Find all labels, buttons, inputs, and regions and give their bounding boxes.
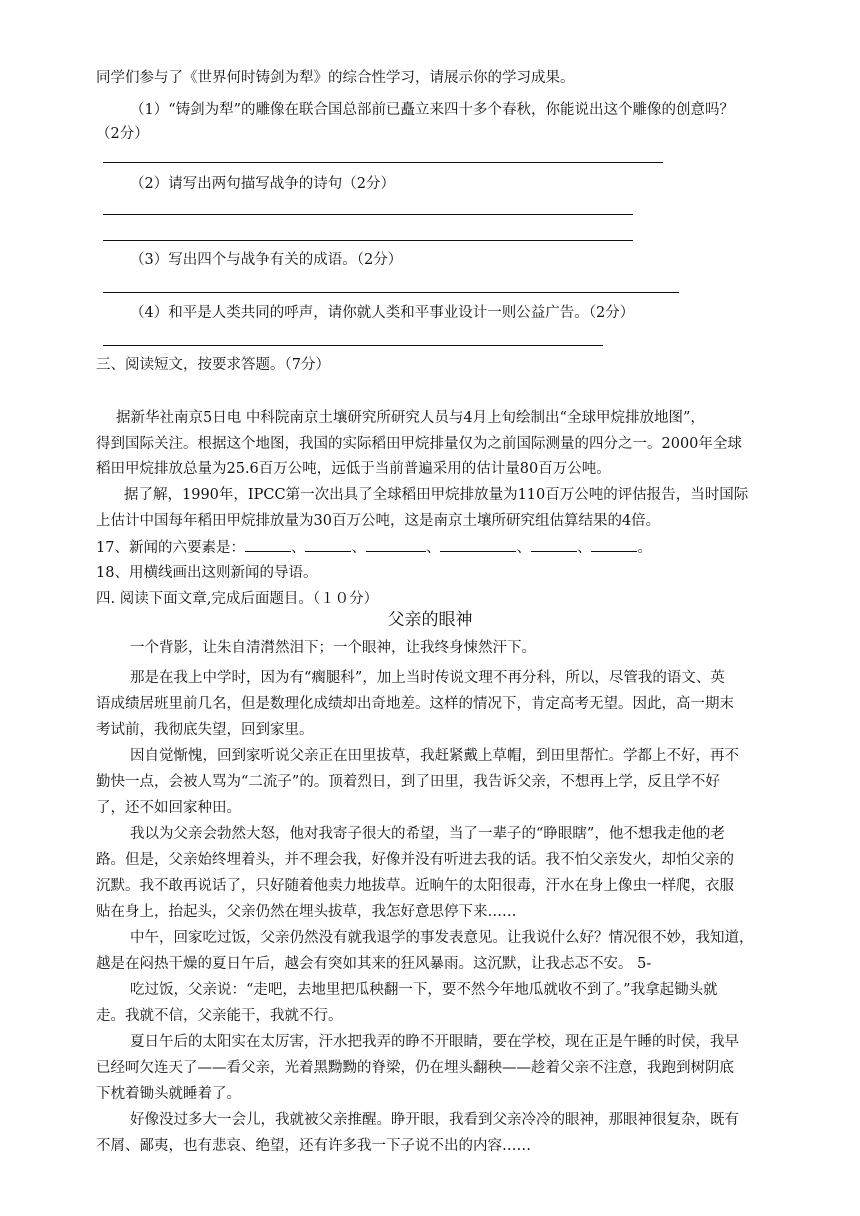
- article-line: 因自觉惭愧，回到家听说父亲正在田里拔草，我赶紧戴上草帽，到田里帮忙。学都上不好，再不: [130, 748, 739, 764]
- separator: 、: [516, 540, 531, 556]
- part3-heading: 三、阅读短文，按要求答题。（7分）: [96, 357, 330, 373]
- article-line: 下枕着锄头就睡着了。: [96, 1086, 241, 1102]
- answer-blank-17-6[interactable]: [591, 537, 637, 552]
- article-line: 勤快一点，会被人骂为“二流子”的。顶着烈日，到了田里，我告诉父亲，不想再上学，反且学不好: [96, 774, 720, 790]
- article-line: 已经呵欠连天了——看父亲，光着黑黝黝的脊梁，仍在埋头翻秧——趁着父亲不注意，我跑到树阴底: [96, 1060, 734, 1076]
- news-paragraph-1-line-1: 据新华社南京5日电 中科院南京土壤研究所研究人员与4月上旬绘制出“全球甲烷排放地图”，: [116, 410, 705, 426]
- article-line: 语成绩居班里前几名，但是数理化成绩却出奇地差。这样的情况下，肯定高考无望。因此，高一期末: [96, 696, 734, 712]
- question-17: [96, 537, 652, 558]
- question-17-end: 。: [637, 540, 652, 556]
- article-line: 吃过饭，父亲说：“走吧，去地里把瓜秧翻一下，要不然今年地瓜就收不到了。”我拿起锄头就: [130, 982, 718, 998]
- answer-line-q1[interactable]: [103, 162, 663, 163]
- article-line: 我以为父亲会勃然大怒，他对我寄子很大的希望，当了一辈子的“睁眼瞎”，他不想我走他的老: [130, 826, 725, 842]
- separator: 、: [425, 540, 441, 556]
- article-line: 一个背影，让朱自清潸然泪下；一个眼神，让我终身悚然汗下。: [130, 640, 536, 656]
- article-line: 了，还不如回家种田。: [96, 800, 241, 816]
- question-4-text: （4）和平是人类共同的呼声，请你就人类和平事业设计一则公益广告。（2分）: [130, 305, 635, 321]
- news-paragraph-2-line-1: 据了解，1990年，IPCC第一次出具了全球稻田甲烷排放量为110百万公吨的评估报告，当时国际: [124, 487, 749, 503]
- article-line: 中午，回家吃过饭，父亲仍然没有就我退学的事发表意见。让我说什么好？情况很不妙，我知道，: [130, 930, 754, 946]
- separator: 、: [576, 540, 592, 556]
- question-18: 18、用横线画出这则新闻的导语。: [96, 565, 318, 581]
- answer-blank-17-2[interactable]: [305, 537, 351, 552]
- separator: 、: [351, 540, 366, 556]
- article-line: 好像没过多大一会儿，我就被父亲推醒。睁开眼，我看到父亲冷冷的眼神，那眼神很复杂，既有: [130, 1112, 739, 1128]
- article-line: 路。但是，父亲始终埋着头，并不理会我，好像并没有听进去我的话。我不怕父亲发火，却怕父亲的: [96, 852, 734, 868]
- article-title: 父亲的眼神: [387, 610, 473, 630]
- article-line: 沉默。我不敢再说话了，只好随着他卖力地拔草。近晌午的太阳很毒，汗水在身上像虫一样爬，衣服: [96, 878, 734, 894]
- question-2-text: （2）请写出两句描写战争的诗句（2分）: [130, 176, 395, 192]
- article-line: 夏日午后的太阳实在太厉害，汗水把我弄的睁不开眼睛，要在学校，现在正是午睡的时侯，我早: [130, 1034, 739, 1050]
- article-line: 考试前，我彻底失望，回到家里。: [96, 722, 314, 738]
- news-paragraph-2-line-2: 上估计中国每年稻田甲烷排放量为30百万公吨，这是南京土壤所研究组估算结果的4倍。: [96, 513, 661, 529]
- answer-blank-17-3[interactable]: [366, 537, 426, 552]
- question-1-text: （1）“铸剑为犁”的雕像在联合国总部前已矗立来四十多个春秋，你能说出这个雕像的创意吗？: [130, 102, 735, 118]
- news-paragraph-1-line-3: 稻田甲烷排放总量为25.6百万公吨，远低于当前普遍采用的估计量80百万公吨。: [96, 461, 611, 477]
- answer-line-q2-b[interactable]: [103, 240, 633, 241]
- article-line: 那是在我上中学时，因为有“瘸腿科”，加上当时传说文理不再分科，所以，尽管我的语文、英: [130, 670, 725, 686]
- question-3-text: （3）写出四个与战争有关的成语。（2分）: [130, 252, 403, 268]
- part4-heading: 四. 阅读下面文章,完成后面题目。（１０分）: [96, 591, 379, 607]
- article-line: 走。我就不信，父亲能干，我就不行。: [96, 1008, 343, 1024]
- answer-blank-17-1[interactable]: [245, 537, 291, 552]
- article-line: 贴在身上，抬起头，父亲仍然在埋头拔草，我怎好意思停下来……: [96, 904, 517, 920]
- answer-line-q3[interactable]: [103, 292, 679, 293]
- part2-intro: 同学们参与了《世界何时铸剑为犁》的综合性学习，请展示你的学习成果。: [96, 70, 575, 86]
- answer-line-q2-a[interactable]: [103, 214, 633, 215]
- question-17-label: 17、新闻的六要素是：: [96, 540, 245, 556]
- answer-blank-17-5[interactable]: [531, 537, 577, 552]
- answer-blank-17-4[interactable]: [440, 537, 516, 552]
- news-paragraph-1-line-2: 得到国际关注。根据这个地图，我国的实际稻田甲烷排量仅为之前国际测量的四分之一。2000年全球: [96, 436, 742, 452]
- question-1-score: （2分）: [96, 126, 149, 142]
- article-line: 不屑、鄙夷，也有悲哀、绝望，还有许多我一下子说不出的内容……: [96, 1138, 531, 1154]
- answer-line-q4[interactable]: [103, 345, 603, 346]
- article-line: 越是在闷热干燥的夏日午后，越会有突如其来的狂风暴雨。这沉默，让我忐忑不安。 5-: [96, 956, 652, 972]
- separator: 、: [290, 540, 306, 556]
